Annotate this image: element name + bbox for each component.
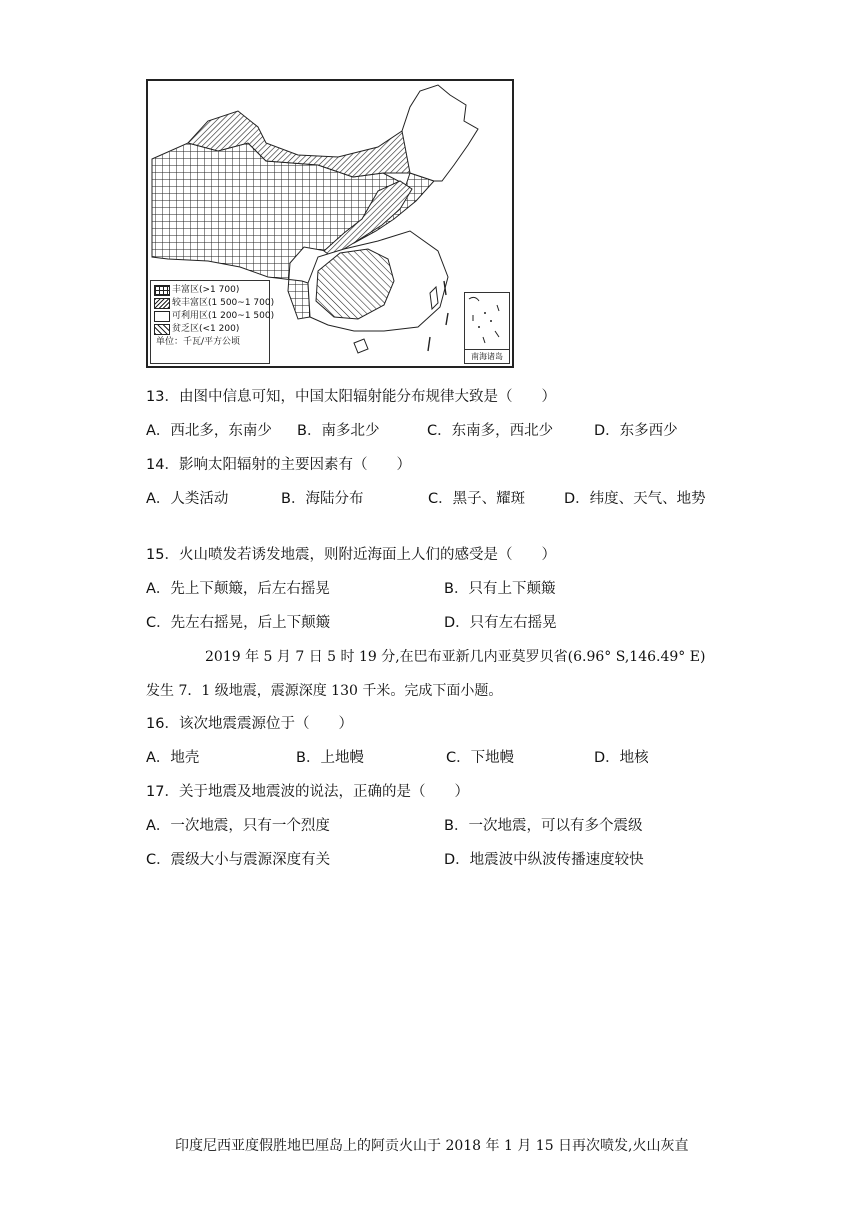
legend-label: 贫乏区(<1 200) <box>172 324 240 334</box>
inset-label: 南海诸岛 <box>465 349 509 363</box>
question-14-stem: 14．影响太阳辐射的主要因素有（ ） <box>146 457 411 473</box>
legend-item-rich <box>154 284 266 297</box>
q15-option-b[interactable]: B．只有上下颠簸 <box>444 581 556 597</box>
northeast-outline <box>402 85 478 181</box>
q13-option-a[interactable]: A．西北多，东南少 <box>146 423 272 439</box>
q14-option-d[interactable]: D．纬度、天气、地势 <box>564 491 706 507</box>
q15-option-a[interactable]: A．先上下颠簸，后左右摇晃 <box>146 581 330 597</box>
q16-option-b[interactable]: B．上地幔 <box>296 750 364 766</box>
q17-option-c[interactable]: C．震级大小与震源深度有关 <box>146 852 331 868</box>
q16-option-d[interactable]: D．地核 <box>594 750 649 766</box>
hatch-swatch-icon <box>154 298 170 309</box>
quake-passage-line-1: 2019 年 5 月 7 日 5 时 19 分,在巴布亚新几内亚莫罗贝省(6.96° S,146.49° E) <box>205 649 706 665</box>
q15-option-c[interactable]: C．先左右摇晃，后上下颠簸 <box>146 615 331 631</box>
q14-option-b[interactable]: B．海陆分布 <box>281 491 364 507</box>
q13-option-b[interactable]: B．南多北少 <box>297 423 380 439</box>
blank-swatch-icon <box>154 311 170 322</box>
q15-option-d[interactable]: D．只有左右摇晃 <box>444 615 557 631</box>
hainan-island <box>354 339 368 353</box>
q13-option-c[interactable]: C．东南多，西北少 <box>427 423 554 439</box>
q13-option-d[interactable]: D．东多西少 <box>594 423 678 439</box>
inset-islands-drawing <box>465 293 509 349</box>
legend-label: 较丰富区(1 500~1 700) <box>172 298 275 308</box>
question-15-stem: 15．火山喷发若诱发地震，则附近海面上人们的感受是（ ） <box>146 547 556 563</box>
legend-item-poor <box>154 323 266 336</box>
question-16-stem: 16．该次地震震源位于（ ） <box>146 716 353 732</box>
volcano-passage-line: 印度尼西亚度假胜地巴厘岛上的阿贡火山于 2018 年 1 月 15 日再次喷发,火山灰直 <box>175 1138 689 1154</box>
question-17-stem: 17．关于地震及地震波的说法，正确的是（ ） <box>146 784 469 800</box>
q17-option-a[interactable]: A．一次地震，只有一个烈度 <box>146 818 330 834</box>
legend-label: 丰富区(>1 700) <box>172 285 240 295</box>
legend-item-available <box>154 310 275 323</box>
q14-option-c[interactable]: C．黑子、耀斑 <box>428 491 526 507</box>
legend-item-relatively-rich <box>154 297 275 310</box>
q16-option-a[interactable]: A．地壳 <box>146 750 200 766</box>
question-13-stem: 13．由图中信息可知，中国太阳辐射能分布规律大致是（ ） <box>146 389 556 405</box>
diagonal-swatch-icon <box>154 324 170 335</box>
legend-unit: 单位：千瓦/平方公顷 <box>156 337 241 347</box>
south-china-sea-inset <box>464 292 510 364</box>
quake-passage-line-2: 发生 7．1 级地震，震源深度 130 千米。完成下面小题。 <box>146 683 503 699</box>
map-legend <box>150 280 275 364</box>
grid-swatch-icon <box>154 285 170 296</box>
solar-radiation-map <box>146 79 514 368</box>
q17-option-d[interactable]: D．地震波中纵波传播速度较快 <box>444 852 644 868</box>
q14-option-a[interactable]: A．人类活动 <box>146 491 229 507</box>
legend-label: 可利用区(1 200~1 500) <box>172 311 275 321</box>
q17-option-b[interactable]: B．一次地震，可以有多个震级 <box>444 818 643 834</box>
q16-option-c[interactable]: C．下地幔 <box>446 750 515 766</box>
